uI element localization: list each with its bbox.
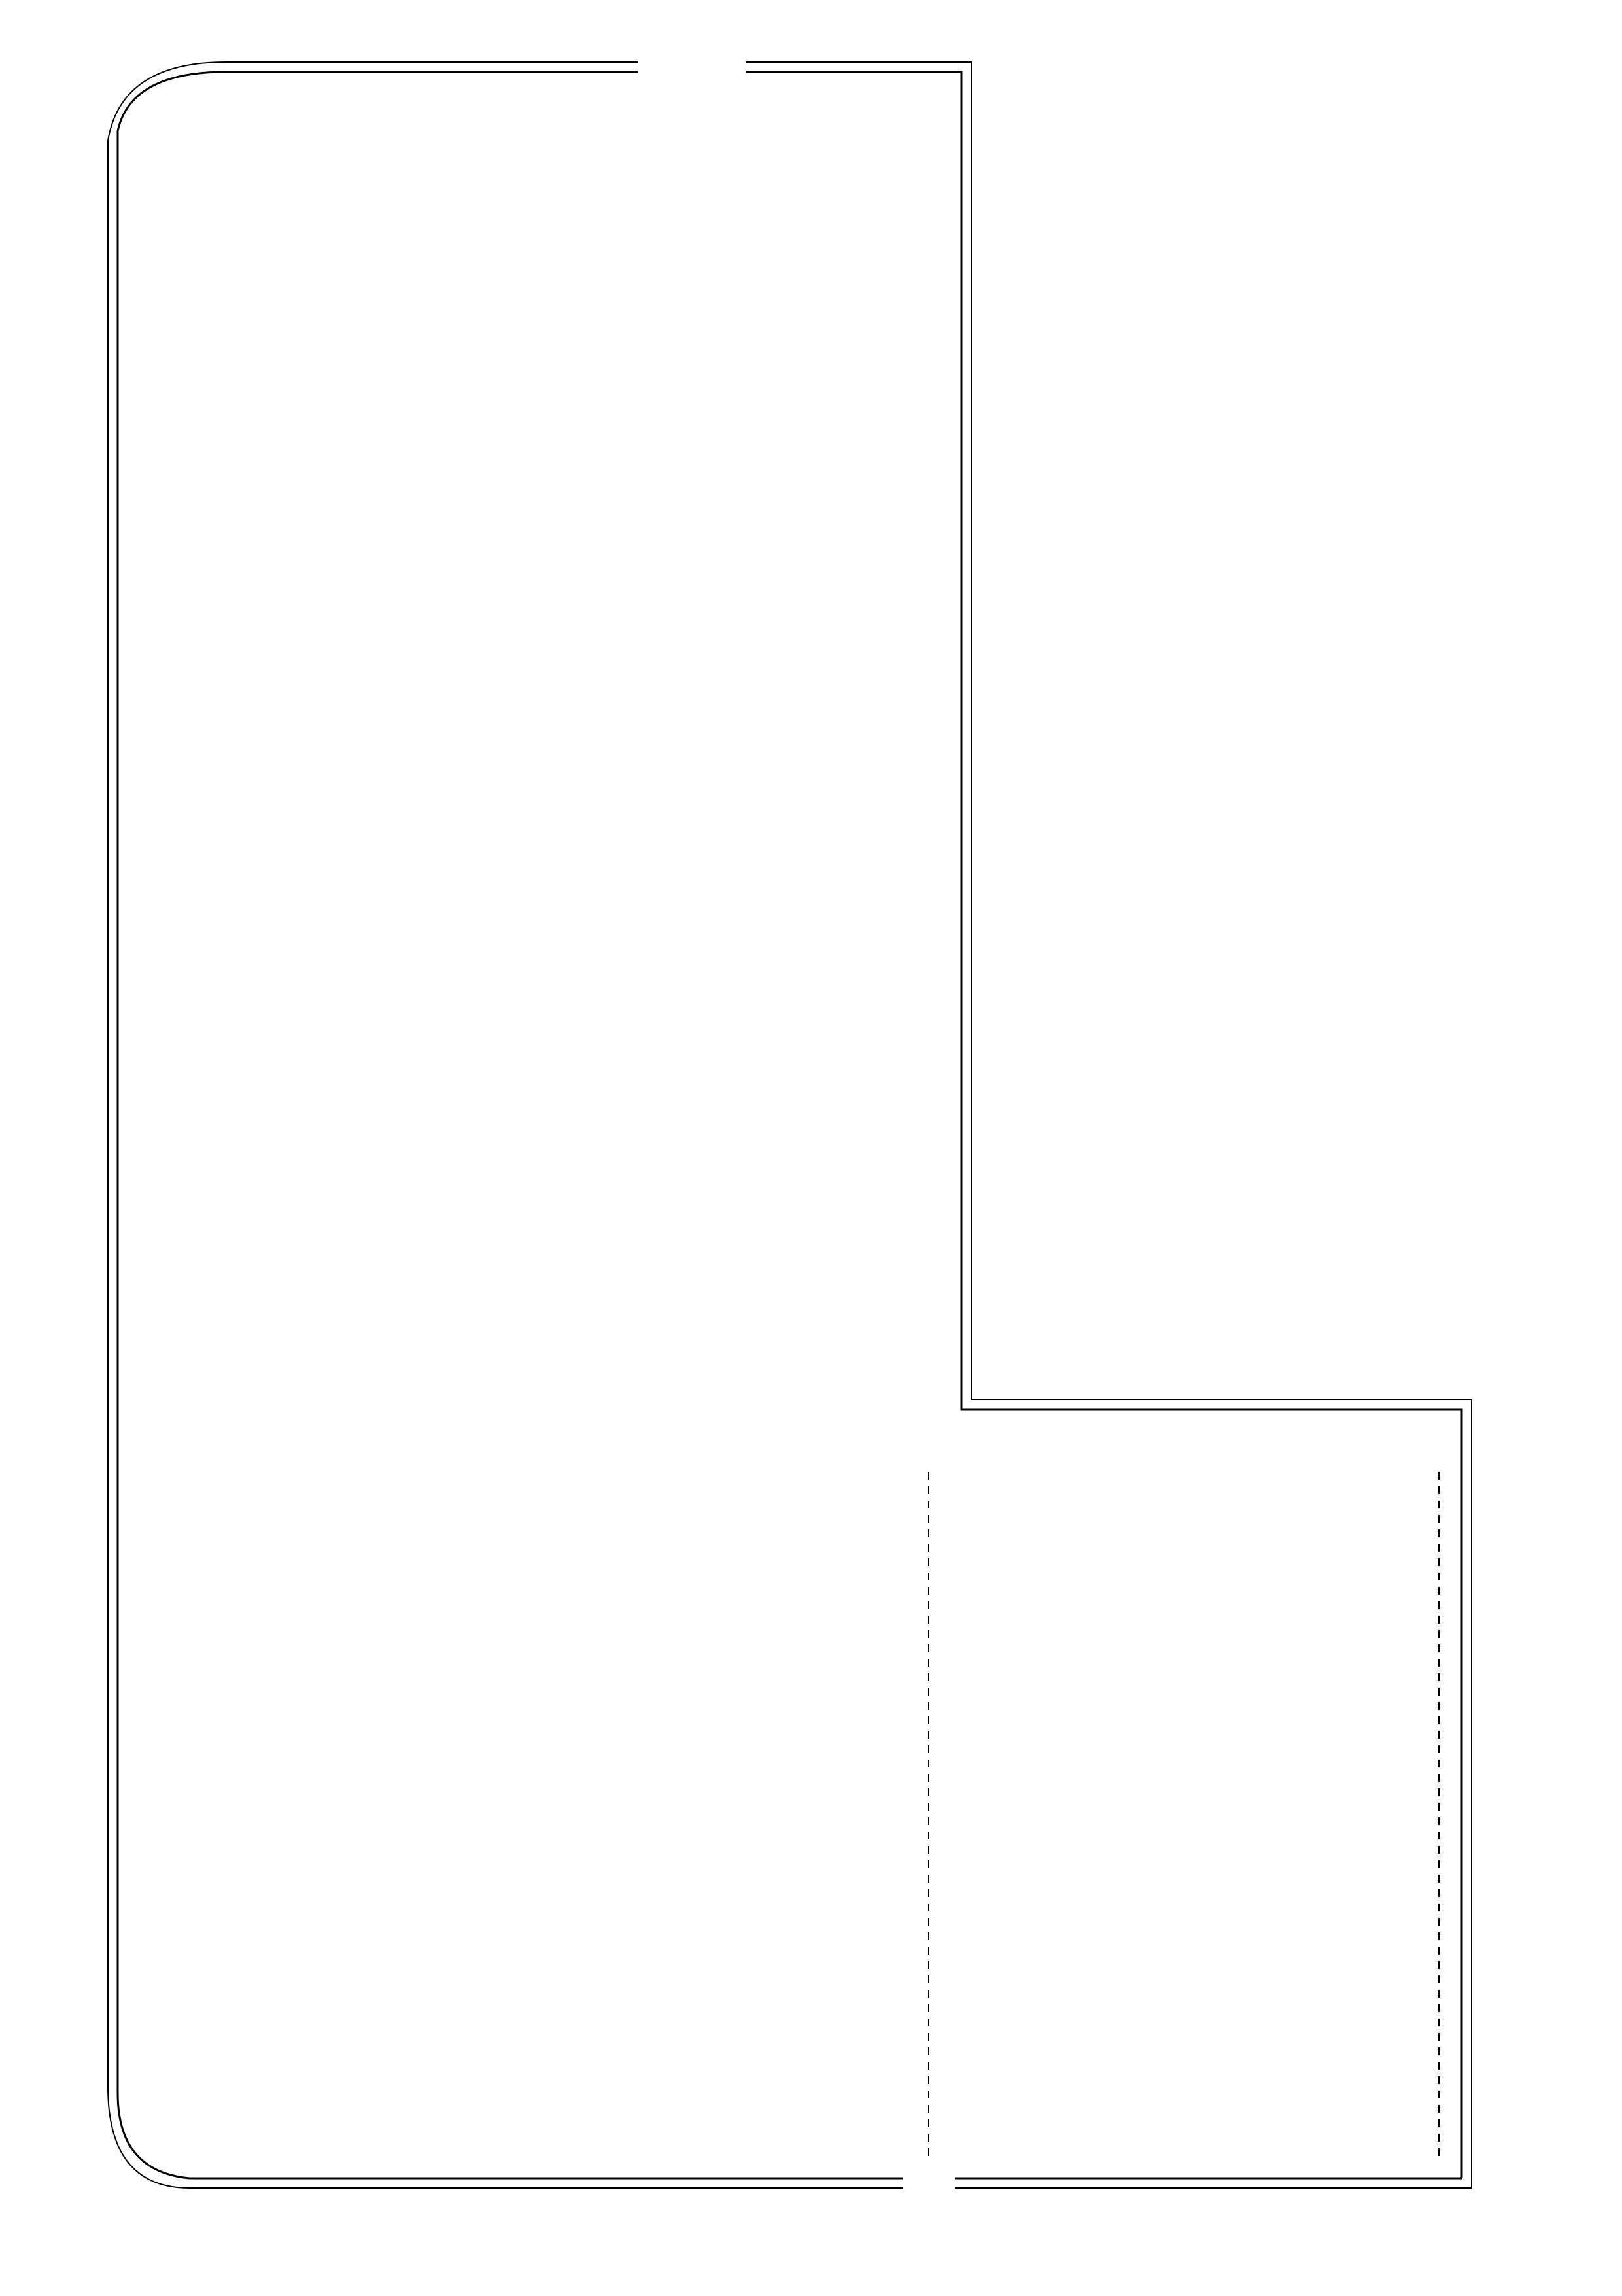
hall-walls <box>108 62 1472 2188</box>
